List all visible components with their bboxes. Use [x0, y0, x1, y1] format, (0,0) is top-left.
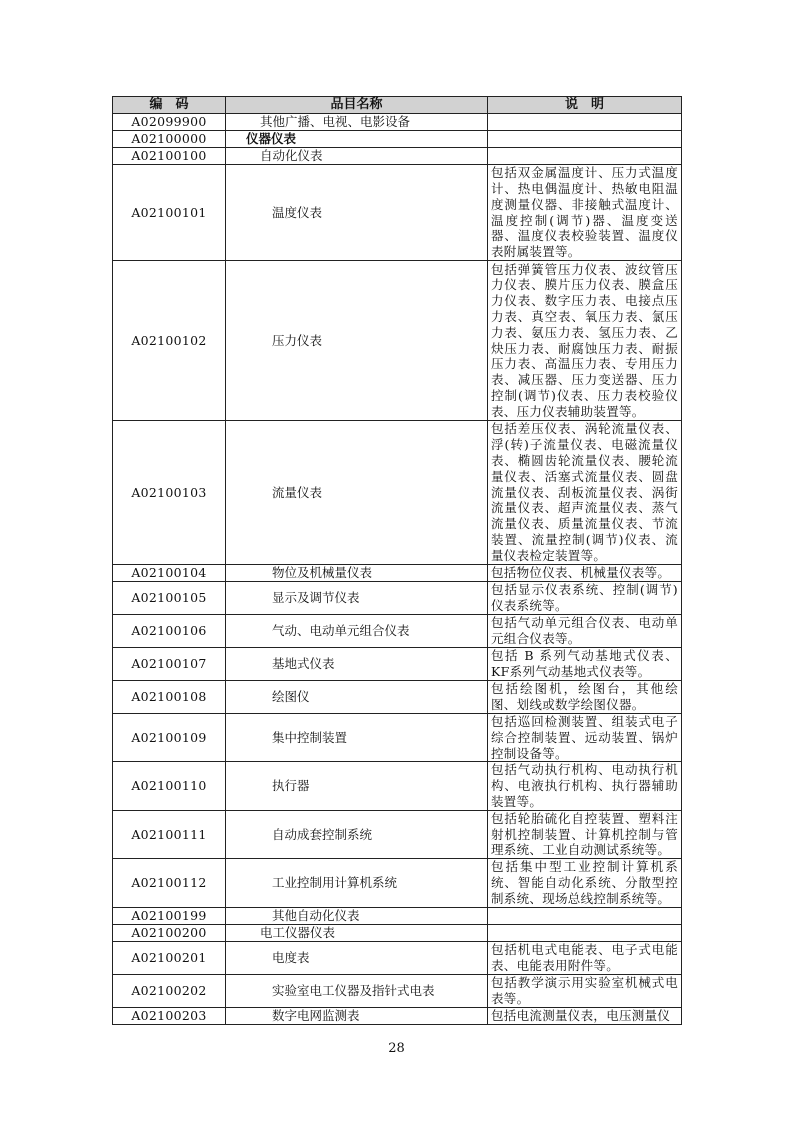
table-row [113, 941, 682, 974]
table-row [113, 261, 682, 421]
item-description: 包括轮胎硫化自控装置、塑料注射机控制装置、计算机控制与管理系统、工业自动测试系统等。 [488, 810, 682, 858]
item-code: A02100107 [113, 648, 226, 681]
header-name: 品目名称 [226, 97, 488, 114]
item-description: 包括 B 系列气动基地式仪表、KF系列气动基地式仪表等。 [488, 648, 682, 681]
item-description: 包括气动执行机构、电动执行机构、电液执行机构、执行器辅助装置等。 [488, 762, 682, 810]
table-row [113, 648, 682, 681]
item-code: A02100101 [113, 165, 226, 261]
item-name: 气动、电动单元组合仪表 [226, 615, 488, 648]
item-code: A02100202 [113, 974, 226, 1007]
item-name: 其他自动化仪表 [226, 907, 488, 924]
item-name: 电度表 [226, 941, 488, 974]
item-code: A02100112 [113, 859, 226, 907]
header-description: 说 明 [488, 97, 682, 114]
table-row [113, 762, 682, 810]
item-name: 数字电网监测表 [226, 1007, 488, 1024]
item-code: A02100111 [113, 810, 226, 858]
item-name: 显示及调节仪表 [226, 582, 488, 615]
item-name: 电工仪器仪表 [226, 924, 488, 941]
item-code: A02100110 [113, 762, 226, 810]
item-code: A02100109 [113, 714, 226, 762]
table-row [113, 565, 682, 582]
item-name: 绘图仪 [226, 681, 488, 714]
table-row [113, 615, 682, 648]
item-code: A02100106 [113, 615, 226, 648]
item-description [488, 131, 682, 148]
item-name: 温度仪表 [226, 165, 488, 261]
table-row [113, 907, 682, 924]
item-name: 实验室电工仪器及指针式电表 [226, 974, 488, 1007]
item-description: 包括绘图机，绘图台，其他绘图、划线或数学绘图仪器。 [488, 681, 682, 714]
item-description [488, 907, 682, 924]
table-row [113, 131, 682, 148]
item-description: 包括机电式电能表、电子式电能表、电能表用附件等。 [488, 941, 682, 974]
item-name: 执行器 [226, 762, 488, 810]
item-name: 工业控制用计算机系统 [226, 859, 488, 907]
item-code: A02100199 [113, 907, 226, 924]
item-name: 自动化仪表 [226, 148, 488, 165]
item-name: 流量仪表 [226, 421, 488, 565]
table-row [113, 148, 682, 165]
item-name: 自动成套控制系统 [226, 810, 488, 858]
item-description: 包括弹簧管压力仪表、波纹管压力仪表、膜片压力仪表、膜盒压力仪表、数字压力表、电接点压力表、真空表、氧压力表、氯压力表、氨压力表、氢压力表、乙炔压力表、耐腐蚀压力表、耐振压力表、高温压力表、专用压力表、减压器、压力变送器、压力控制(调节)仪表、压力表校验仪表、压力仪表辅助装置等。 [488, 261, 682, 421]
item-description: 包括电流测量仪表，电压测量仪 [488, 1007, 682, 1024]
item-name: 其他广播、电视、电影设备 [226, 114, 488, 131]
item-description: 包括双金属温度计、压力式温度计、热电偶温度计、热敏电阻温度测量仪器、非接触式温度计、温度控制(调节)器、温度变送器、温度仪表校验装置、温度仪表附属装置等。 [488, 165, 682, 261]
catalog-table [112, 96, 682, 1025]
item-code: A02100108 [113, 681, 226, 714]
table-row [113, 714, 682, 762]
item-description: 包括显示仪表系统、控制(调节)仪表系统等。 [488, 582, 682, 615]
table-row [113, 974, 682, 1007]
table-row [113, 421, 682, 565]
item-description: 包括物位仪表、机械量仪表等。 [488, 565, 682, 582]
table-row [113, 859, 682, 907]
item-description [488, 148, 682, 165]
table-row [113, 114, 682, 131]
item-name: 基地式仪表 [226, 648, 488, 681]
header-code: 编 码 [113, 97, 226, 114]
table-row [113, 681, 682, 714]
item-code: A02100102 [113, 261, 226, 421]
item-name: 物位及机械量仪表 [226, 565, 488, 582]
item-code: A02099900 [113, 114, 226, 131]
item-code: A02100000 [113, 131, 226, 148]
item-description [488, 114, 682, 131]
item-code: A02100105 [113, 582, 226, 615]
item-code: A02100200 [113, 924, 226, 941]
item-description: 包括集中型工业控制计算机系统、智能自动化系统、分散型控制系统、现场总线控制系统等。 [488, 859, 682, 907]
item-description [488, 924, 682, 941]
table-row [113, 165, 682, 261]
item-description: 包括气动单元组合仪表、电动单元组合仪表等。 [488, 615, 682, 648]
table-row [113, 810, 682, 858]
item-code: A02100103 [113, 421, 226, 565]
item-code: A02100203 [113, 1007, 226, 1024]
table-header-row [113, 97, 682, 114]
item-description: 包括巡回检测装置、组装式电子综合控制装置、远动装置、锅炉控制设备等。 [488, 714, 682, 762]
item-code: A02100201 [113, 941, 226, 974]
item-code: A02100104 [113, 565, 226, 582]
table-row [113, 1007, 682, 1024]
item-name: 压力仪表 [226, 261, 488, 421]
item-name: 仪器仪表 [226, 131, 488, 148]
page-number: 28 [388, 1041, 405, 1056]
table-row [113, 582, 682, 615]
item-description: 包括教学演示用实验室机械式电表等。 [488, 974, 682, 1007]
item-description: 包括差压仪表、涡轮流量仪表、浮(转)子流量仪表、电磁流量仪表、椭圆齿轮流量仪表、腰轮流量仪表、活塞式流量仪表、圆盘流量仪表、刮板流量仪表、涡街流量仪表、超声流量仪表、蒸气流量仪表、质量流量仪表、节流装置、流量控制(调节)仪表、流量仪表检定装置等。 [488, 421, 682, 565]
item-code: A02100100 [113, 148, 226, 165]
item-name: 集中控制装置 [226, 714, 488, 762]
table-row [113, 924, 682, 941]
